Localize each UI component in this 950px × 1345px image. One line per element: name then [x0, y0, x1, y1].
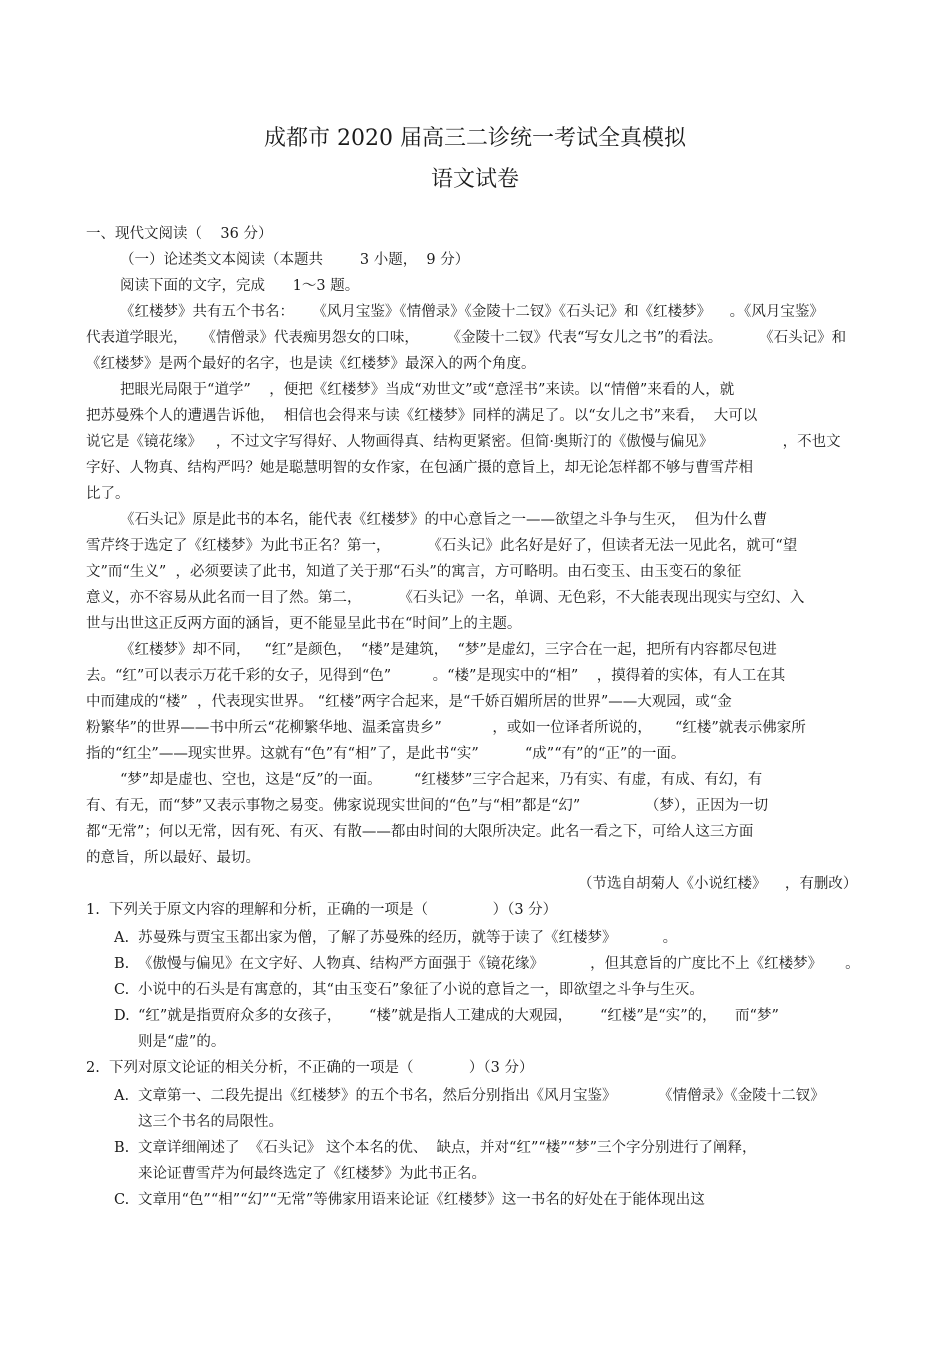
source-note: （节选自胡菊人《小说红楼》 ，有删改）: [578, 876, 858, 892]
option-text: 《傲慢与偏见》在文字好、人物真、结构严方面强于《镜花缘》 ，但其意旨的广度比不上《红楼梦》 。: [138, 956, 860, 972]
passage-line: 比了。: [86, 486, 130, 502]
passage-line: 把苏曼殊个人的遭遇告诉他， 相信也会得来与读《红楼梦》同样的满足了。以“女儿之书”来看， 大可以: [86, 408, 758, 424]
option-text: 这三个书名的局限性。: [138, 1114, 283, 1130]
question-2-stem: 2. 下列对原文论证的相关分析，不正确的一项是（ ）（3 分）: [86, 1060, 534, 1076]
page-title: 成都市 2020 届高三二诊统一考试全真模拟: [264, 126, 686, 151]
passage-line: 世与出世这正反两方面的涵旨，更不能显呈此书在“时间”上的主题。: [86, 616, 522, 632]
passage-line: 有、有无，而“梦”又表示事物之易变。佛家说现实世间的“色”与“相”都是“幻” （梦），正因为一切: [86, 798, 769, 814]
question-1-stem: 1. 下列关于原文内容的理解和分析，正确的一项是（ ）（3 分）: [86, 902, 558, 918]
passage-line: 中而建成的“楼” ，代表现实世界。 “红楼”两字合起来，是“千娇百媚所居的世界”——大观园，或“金: [86, 694, 732, 710]
option-text: 苏曼殊与贾宝玉都出家为僧，了解了苏曼殊的经历，就等于读了《红楼梦》 。: [138, 930, 678, 946]
option-letter: B.: [114, 956, 130, 972]
passage-line: 去。“红”可以表示万花千彩的女子，见得到“色” 。“楼”是现实中的“相” ，摸得着的实体，有人工在其: [86, 668, 786, 684]
passage-line: 代表道学眼光， 《情僧录》代表痴男怨女的口味， 《金陵十二钗》代表“写女儿之书”的看法。 《石头记》和: [86, 330, 847, 346]
section-heading: 一、现代文阅读（ 36 分）: [86, 226, 273, 242]
page-subtitle: 语文试卷: [430, 167, 519, 192]
option-text: 小说中的石头是有寓意的，其“由玉变石”象征了小说的意旨之一，即欲望之斗争与生灭。: [138, 982, 704, 998]
instruction-text: 阅读下面的文字，完成 1～3 题。: [120, 278, 360, 294]
passage-line: 文”而“生义” ，必须要读了此书，知道了关于那“石头”的寓言，方可略明。由石变玉、由玉变石的象征: [86, 564, 742, 580]
passage-line: 《石头记》原是此书的本名，能代表《红楼梦》的中心意旨之一——欲望之斗争与生灭， 但为什么曹: [120, 512, 768, 528]
option-letter: A.: [114, 1088, 130, 1104]
option-letter: A.: [114, 930, 130, 946]
passage-line: 意义，亦不容易从此名而一目了然。第二， 《石头记》一名，单调、无色彩，不大能表现出现实与空幻、入: [86, 590, 805, 606]
option-text: 文章用“色”“相”“幻”“无常”等佛家用语来论证《红楼梦》这一书名的好处在于能体现出这: [138, 1192, 705, 1208]
passage-line: 《红楼梦》共有五个书名： 《风月宝鉴》《情僧录》《金陵十二钗》《石头记》和《红楼梦》 。《风月宝鉴》: [120, 304, 824, 320]
option-text: 文章第一、二段先提出《红楼梦》的五个书名，然后分别指出《风月宝鉴》 《情僧录》《金陵十二钗》: [138, 1088, 825, 1104]
passage-line: 都“无常”；何以无常，因有死、有灭、有散——都由时间的大限所决定。此名一看之下，可给人这三方面: [86, 824, 754, 840]
option-letter: D.: [114, 1008, 130, 1024]
passage-line: 《红楼梦》却不同， “红”是颜色， “楼”是建筑， “梦”是虚幻，三字合在一起，把所有内容都尽包进: [120, 642, 777, 658]
option-letter: B.: [114, 1140, 130, 1156]
section-subheading: （一）论述类文本阅读（本题共 3 小题， 9 分）: [120, 252, 470, 268]
option-letter: C.: [114, 982, 130, 998]
passage-line: 把眼光局限于“道学” ，便把《红楼梦》当成“劝世文”或“意淫书”来读。以“情僧”来看的人，就: [120, 382, 735, 398]
passage-line: 指的“红尘”——现实世界。这就有“色”有“相”了，是此书“实” “成”“有”的“正”的一面。: [86, 746, 686, 762]
passage-line: 字好、人物真、结构严吗？她是聪慧明智的女作家，在包涵广摄的意旨上，却无论怎样都不够与曹雪芹相: [86, 460, 753, 476]
option-text: 来论证曹雪芹为何最终选定了《红楼梦》为此书正名。: [138, 1166, 486, 1182]
passage-line: 粉繁华”的世界——书中所云“花柳繁华地、温柔富贵乡” ，或如一位译者所说的， “红楼”就表示佛家所: [86, 720, 806, 736]
option-letter: C.: [114, 1192, 130, 1208]
passage-line: “梦”却是虚也、空也，这是“反”的一面。 “红楼梦”三字合起来，乃有实、有虚，有成、有幻，有: [120, 772, 763, 788]
passage-line: 说它是《镜花缘》 ，不过文字写得好、人物画得真、结构更紧密。但简·奥斯汀的《傲慢与偏见》 ，不也文: [86, 434, 841, 450]
option-text: 文章详细阐述了 《石头记》 这个本名的优、 缺点，并对“红”“楼”“梦”三个字分别进行了阐释，: [138, 1140, 757, 1156]
passage-line: 《红楼梦》是两个最好的名字，也是读《红楼梦》最深入的两个角度。: [86, 356, 536, 372]
passage-line: 的意旨，所以最好、最切。: [86, 850, 260, 866]
passage-line: 雪芹终于选定了《红楼梦》为此书正名？第一， 《石头记》此名好是好了，但读者无法一见此名，就可“望: [86, 538, 798, 554]
option-text: “红”就是指贾府众多的女孩子， “楼”就是指人工建成的大观园， “红楼”是“实”的， 而“梦”: [138, 1008, 779, 1024]
option-text: 则是“虚”的。: [138, 1034, 226, 1050]
